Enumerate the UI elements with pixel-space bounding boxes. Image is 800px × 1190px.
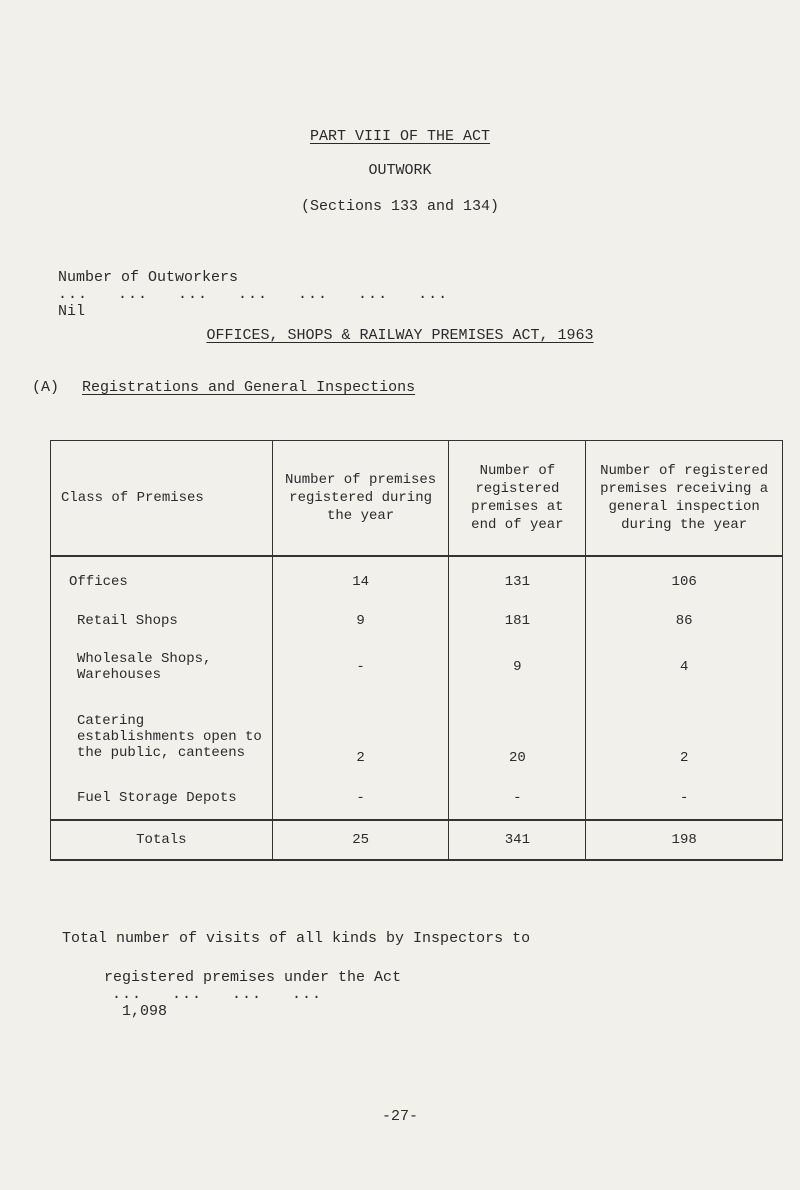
table-row (51, 556, 783, 606)
row-inspected: - (586, 776, 783, 820)
row-inspected: 86 (586, 606, 783, 636)
row-class: Fuel Storage Depots (51, 776, 273, 820)
totals-inspected: 198 (586, 820, 783, 860)
header-class: Class of Premises (51, 441, 273, 557)
row-registered: 14 (272, 556, 449, 606)
section-a-heading (32, 379, 415, 396)
row-end-of-year: 20 (449, 698, 586, 776)
offices-act-title: OFFICES, SHOPS & RAILWAY PREMISES ACT, 1963 (206, 327, 594, 344)
row-end-of-year: 9 (449, 636, 586, 698)
visits-value: 1,098 (122, 1003, 168, 1020)
outworkers-value: Nil (58, 303, 86, 320)
outworkers-row (40, 252, 448, 320)
visits-line-2 (86, 952, 401, 1020)
totals-label: Totals (51, 820, 273, 860)
row-class: Offices (51, 556, 273, 606)
outworkers-label: Number of Outworkers (58, 269, 239, 286)
table-row (51, 636, 783, 698)
table-totals-row (51, 820, 783, 860)
outwork-sections: (Sections 133 and 134) (300, 198, 500, 215)
table-row (51, 606, 783, 636)
table-row (51, 698, 783, 776)
row-class: Retail Shops (51, 606, 273, 636)
part-title: PART VIII OF THE ACT (309, 128, 491, 145)
section-a-marker: (A) (32, 379, 60, 396)
visits-line-1: Total number of visits of all kinds by Inspectors to (62, 930, 531, 947)
row-inspected: 4 (586, 636, 783, 698)
row-inspected: 106 (586, 556, 783, 606)
row-end-of-year: 131 (449, 556, 586, 606)
row-registered: - (272, 636, 449, 698)
header-end-of-year: Number of registered premises at end of year (449, 441, 586, 557)
row-end-of-year: - (449, 776, 586, 820)
row-registered: - (272, 776, 449, 820)
row-inspected: 2 (586, 698, 783, 776)
table-row (51, 776, 783, 820)
outwork-heading: OUTWORK (368, 162, 432, 179)
row-class: Catering establishments open to the public, canteens (51, 698, 273, 776)
totals-registered: 25 (272, 820, 449, 860)
registrations-table (50, 440, 783, 861)
totals-end-of-year: 341 (449, 820, 586, 860)
row-registered: 2 (272, 698, 449, 776)
outworkers-dots: ... ... ... ... ... ... ... (58, 286, 449, 303)
table-header-row (51, 441, 783, 557)
header-inspected: Number of registered premises receiving a general inspection during the year (586, 441, 783, 557)
row-end-of-year: 181 (449, 606, 586, 636)
row-registered: 9 (272, 606, 449, 636)
visits-dots: ... ... ... ... (112, 986, 323, 1003)
header-registered: Number of premises registered during the year (272, 441, 449, 557)
section-a-title: Registrations and General Inspections (82, 379, 416, 396)
visits-label: registered premises under the Act (104, 969, 402, 986)
page-number: -27- (381, 1108, 418, 1125)
row-class: Wholesale Shops, Warehouses (51, 636, 273, 698)
